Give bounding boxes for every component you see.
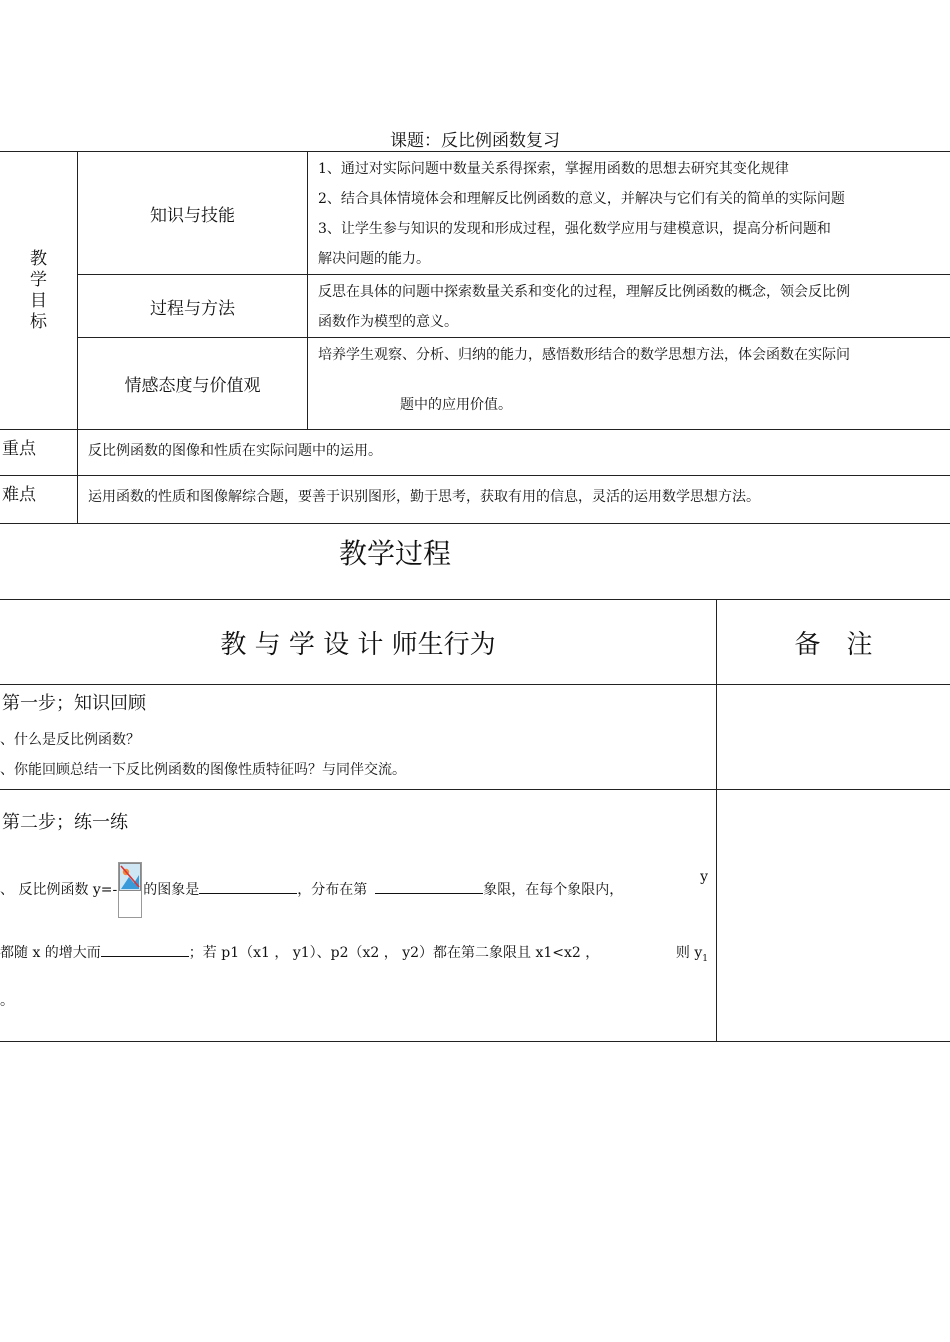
step1-title: 第一步；知识回顾 — [2, 693, 146, 714]
process-table — [0, 599, 950, 1042]
attitude-text — [308, 338, 950, 430]
text-line: 2、结合具体情境体会和理解反比例函数的意义，并解决与它们有关的简单的实际问题 — [318, 191, 845, 207]
text-line: 1、通过对实际问题中数量关系得探索，掌握用函数的思想去研究其变化规律 — [318, 161, 789, 177]
design-header: 教 与 学 设 计 师生行为 — [0, 600, 717, 685]
process-text — [308, 275, 950, 338]
step1-notes — [717, 685, 950, 790]
text-line: 培养学生观察、分析、归纳的能力，感悟数形结合的数学思想方法，体会函数在实际问 — [318, 347, 850, 363]
step1-cell — [0, 685, 717, 790]
problem-text: ，分布在第 — [297, 882, 368, 898]
step2-problem-line-2 — [0, 938, 716, 968]
problem-text: 的图象是 — [143, 882, 200, 898]
problem-text: y — [700, 869, 708, 885]
problem-text: 则 y — [675, 945, 703, 961]
step1-question-1: 、什么是反比例函数？ — [0, 732, 140, 748]
step2-cell — [0, 790, 717, 1042]
notes-header: 备 注 — [717, 600, 950, 685]
process-title: 教学过程 — [338, 537, 451, 570]
answer-blank[interactable] — [375, 879, 483, 894]
step2-problem-line-1 — [0, 862, 716, 918]
subscript: 1 — [702, 953, 708, 964]
text-line: 解决问题的能力。 — [318, 251, 430, 267]
problem-text: 都随 x 的增大而 — [0, 945, 101, 961]
problem-text: 象限，在每个象限内， — [483, 882, 624, 898]
step2-title: 第二步；练一练 — [2, 812, 128, 833]
text-line: 题中的应用价值。 — [400, 397, 512, 413]
step2-notes — [717, 790, 950, 1042]
category-process: 过程与方法 — [78, 275, 308, 338]
key-point-text: 反比例函数的图像和性质在实际问题中的运用。 — [78, 430, 950, 476]
answer-blank[interactable] — [101, 942, 189, 957]
category-knowledge: 知识与技能 — [78, 152, 308, 275]
fraction-image-icon — [118, 862, 142, 918]
knowledge-text — [308, 152, 950, 275]
y1-label — [676, 938, 708, 974]
problem-text: 、 反比例函数 y=- — [0, 882, 118, 898]
text-line: 3、让学生参与知识的发现和形成过程，强化数学应用与建模意识，提高分析问题和 — [318, 221, 831, 237]
objectives-table — [0, 151, 950, 524]
text-line: 反思在具体的问题中探索数量关系和变化的过程，理解反比例函数的概念，领会反比例 — [318, 284, 850, 300]
problem-text: ；若 p1（x1 ， y1）、p2（x2 ， y2）都在第二象限且 x1<x2 ， — [188, 945, 600, 961]
key-point-label: 重点 — [0, 430, 78, 476]
difficulty-text: 运用函数的性质和图像解综合题，要善于识别图形，勤于思考，获取有用的信息，灵活的运用数学思想方法。 — [78, 476, 950, 524]
step2-problem-line-3: 。 — [0, 993, 14, 1009]
page-title: 课题：反比例函数复习 — [390, 131, 560, 151]
text-line: 函数作为模型的意义。 — [318, 314, 458, 330]
difficulty-label: 难点 — [0, 476, 78, 524]
answer-blank[interactable] — [199, 879, 297, 894]
objectives-label-cell — [0, 152, 78, 430]
category-attitude: 情感态度与价值观 — [78, 338, 308, 430]
objectives-label: 教学目标 — [30, 248, 47, 332]
step1-question-2: 、你能回顾总结一下反比例函数的图像性质特征吗？与同伴交流。 — [0, 762, 406, 778]
